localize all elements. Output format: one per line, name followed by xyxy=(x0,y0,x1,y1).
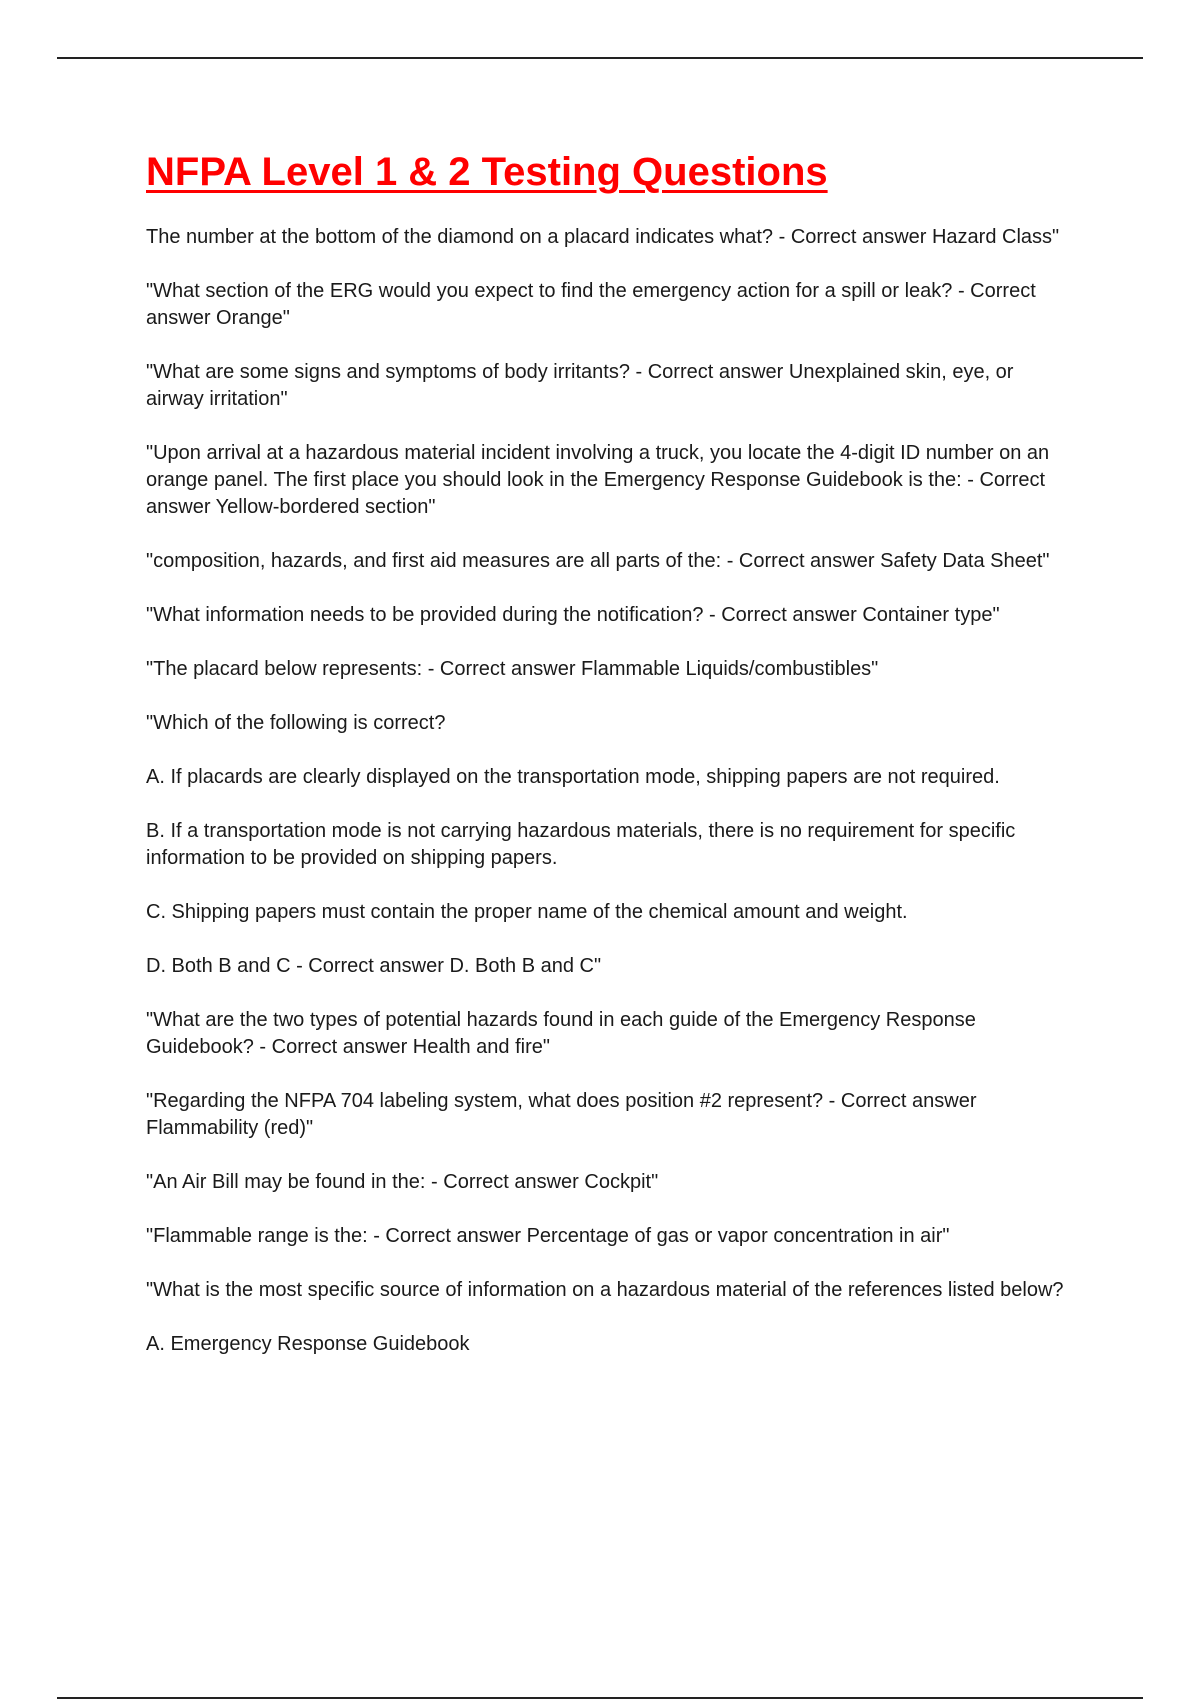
question-paragraph: "What information needs to be provided during the notification? - Correct answer Container type" xyxy=(146,604,1000,626)
answer-option: B. If a transportation mode is not carrying hazardous materials, there is no requirement for specific information to be provided on shipping papers. xyxy=(146,820,1016,869)
question-paragraph: "Which of the following is correct? xyxy=(146,712,446,734)
question-paragraph: "Regarding the NFPA 704 labeling system, what does position #2 represent? - Correct answer Flammability (red)" xyxy=(146,1090,977,1139)
answer-option: A. If placards are clearly displayed on the transportation mode, shipping papers are not required. xyxy=(146,766,1000,788)
question-paragraph: "What are the two types of potential hazards found in each guide of the Emergency Response Guidebook? - Correct answer Health and fire" xyxy=(146,1009,976,1058)
question-paragraph: "composition, hazards, and first aid measures are all parts of the: - Correct answer Safety Data Sheet" xyxy=(146,550,1050,572)
question-paragraph: "Upon arrival at a hazardous material incident involving a truck, you locate the 4-digit ID number on an orange panel. The first place you should look in the Emergency Response Guidebook is the: - Correct answer Yellow-bordered section" xyxy=(146,442,1050,518)
question-paragraph: The number at the bottom of the diamond on a placard indicates what? - Correct answer Hazard Class" xyxy=(146,226,1060,248)
question-paragraph: "What section of the ERG would you expect to find the emergency action for a spill or leak? - Correct answer Orange" xyxy=(146,280,1036,329)
document-body xyxy=(146,224,1066,1385)
answer-option: A. Emergency Response Guidebook xyxy=(146,1333,470,1355)
answer-option: D. Both B and C - Correct answer D. Both B and C" xyxy=(146,955,602,977)
header-rule xyxy=(57,57,1143,59)
question-paragraph: "What are some signs and symptoms of body irritants? - Correct answer Unexplained skin, eye, or airway irritation" xyxy=(146,361,1014,410)
question-paragraph: "Flammable range is the: - Correct answer Percentage of gas or vapor concentration in air" xyxy=(146,1225,950,1247)
question-paragraph: "An Air Bill may be found in the: - Correct answer Cockpit" xyxy=(146,1171,659,1193)
footer-rule xyxy=(57,1697,1143,1699)
page-title: NFPA Level 1 & 2 Testing Questions xyxy=(146,150,828,194)
answer-option: C. Shipping papers must contain the proper name of the chemical amount and weight. xyxy=(146,901,908,923)
question-paragraph: "What is the most specific source of information on a hazardous material of the references listed below? xyxy=(146,1279,1064,1301)
question-paragraph: "The placard below represents: - Correct answer Flammable Liquids/combustibles" xyxy=(146,658,879,680)
